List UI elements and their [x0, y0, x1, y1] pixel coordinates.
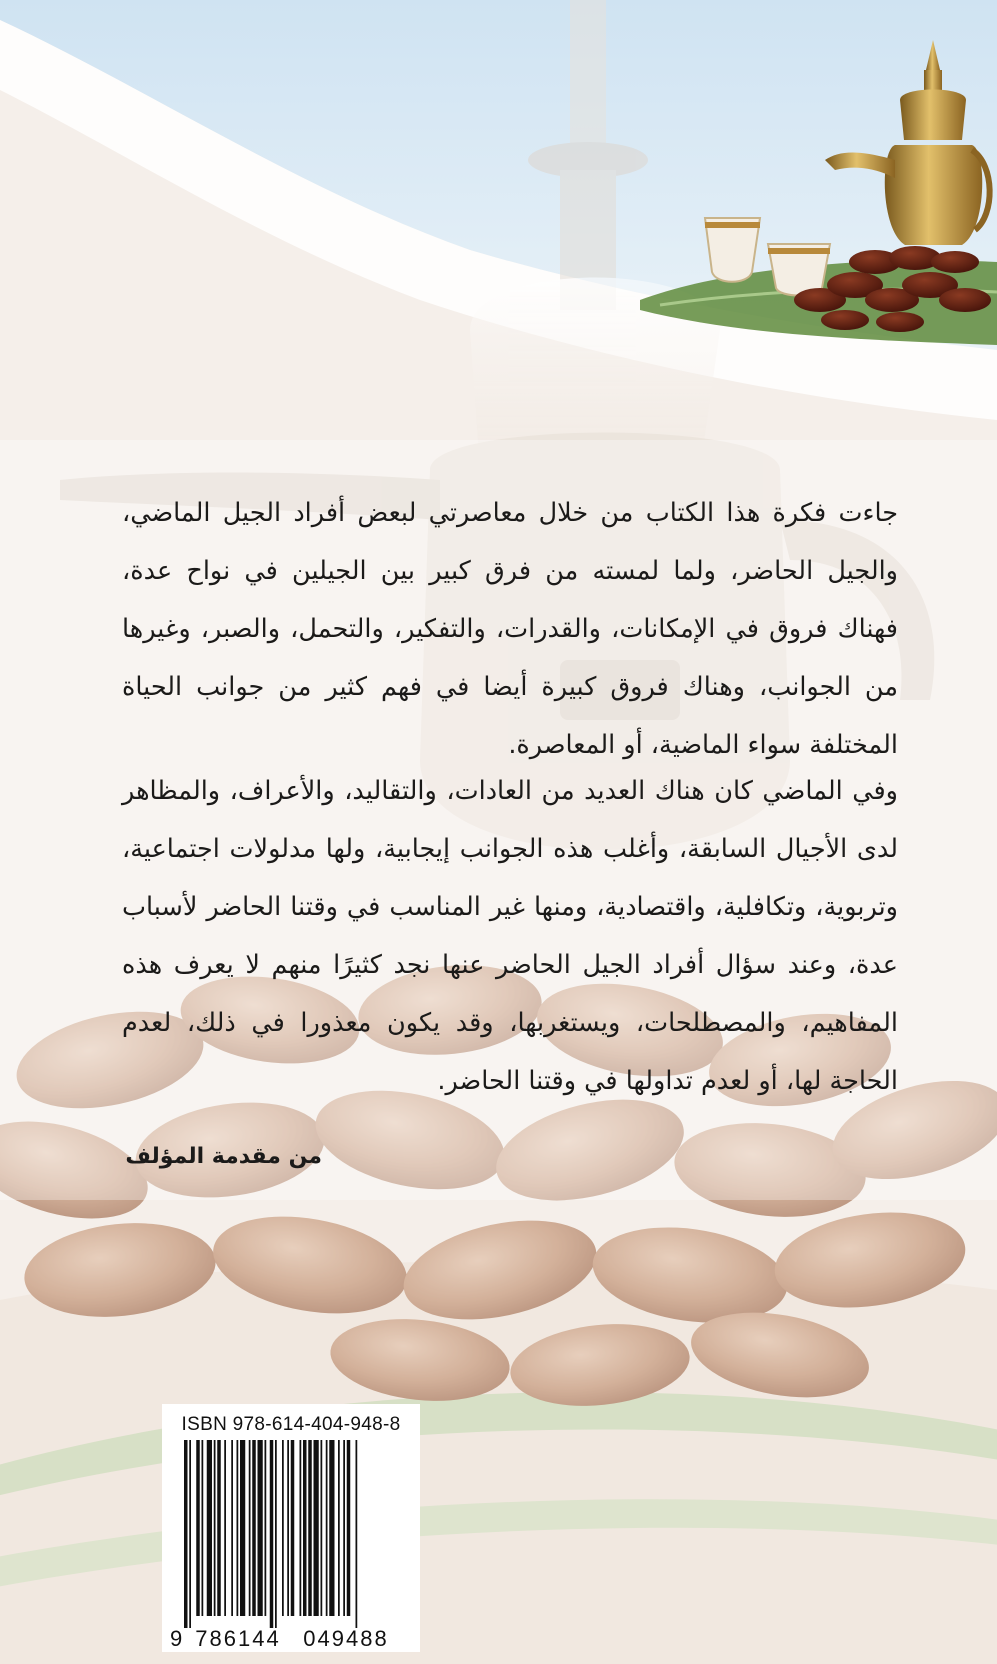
barcode-bar — [252, 1440, 256, 1616]
barcode-bar — [258, 1440, 263, 1616]
barcode-bar — [184, 1440, 188, 1628]
quote-source: من مقدمة المؤلف — [125, 1144, 322, 1169]
barcode-bar — [265, 1440, 267, 1616]
barcode-bar — [326, 1440, 328, 1616]
barcode-bar — [214, 1440, 216, 1616]
barcode-bar — [189, 1440, 191, 1628]
barcode-bar — [202, 1440, 204, 1616]
barcode-bar — [282, 1440, 284, 1616]
barcode-bar — [249, 1440, 251, 1616]
barcode-bar — [217, 1440, 221, 1616]
barcode-bar — [270, 1440, 274, 1628]
barcode-bar — [321, 1440, 323, 1616]
barcode-bars — [162, 1440, 420, 1652]
barcode-bar — [338, 1440, 340, 1616]
barcode-bar — [207, 1440, 212, 1616]
barcode-bar — [231, 1440, 233, 1616]
barcode-bar — [275, 1440, 277, 1628]
barcode-bar — [308, 1440, 312, 1616]
barcode-right-digits: 049488 — [303, 1626, 389, 1651]
barcode-bar — [356, 1440, 358, 1628]
barcode-left-digits: 786144 — [195, 1626, 281, 1651]
intro-paragraph-2: وفي الماضي كان هناك العديد من العادات، والتقاليد، والأعراف، والمظاهر لدى الأجيال السابقة، وأغلب هذه الجوانب إيجابية، ولها مدلولات اجتماعية، وتربوية، وتكافلية، واقتصادية، ومنها غير المناسب في وقتنا الحاضر لأسباب عدة، وعند سؤال أفراد الجيل الحاضر عنها نجد كثيرًا منهم لا يعرف هذه المفاهيم، والمصطلحات، ويستغربها، وقد يكون معذورا في ذلك، لعدم الحاجة لها، أو لعدم تداولها في وقتنا الحاضر. — [122, 776, 898, 1096]
barcode-bar — [240, 1440, 245, 1616]
isbn-label: ISBN 978-614-404-948-8 — [181, 1414, 401, 1435]
barcode-bar — [303, 1440, 307, 1616]
isbn-barcode — [162, 1404, 420, 1652]
barcode-bar — [237, 1440, 239, 1616]
barcode-bar — [291, 1440, 295, 1616]
barcode-first-digit: 9 — [170, 1626, 183, 1651]
barcode-bar — [347, 1440, 351, 1616]
barcode-bar — [343, 1440, 345, 1616]
barcode-bar — [224, 1440, 226, 1616]
barcode-bar — [300, 1440, 302, 1616]
intro-paragraph-1: جاءت فكرة هذا الكتاب من خلال معاصرتي لبعض أفراد الجيل الماضي، والجيل الحاضر، ولما لمسته من فرق كبير بين الجيلين في نواح عدة، فهناك فروق في الإمكانات، والقدرات، والتفكير، والتحمل، والصبر، وغيرها من الجوانب، وهناك فروق كبيرة أيضا في فهم كثير من جوانب الحياة المختلفة سواء الماضية، أو المعاصرة. — [122, 498, 898, 760]
barcode-bar — [196, 1440, 200, 1616]
barcode-bar — [287, 1440, 289, 1616]
barcode-bar — [314, 1440, 319, 1616]
barcode-bar — [329, 1440, 334, 1616]
